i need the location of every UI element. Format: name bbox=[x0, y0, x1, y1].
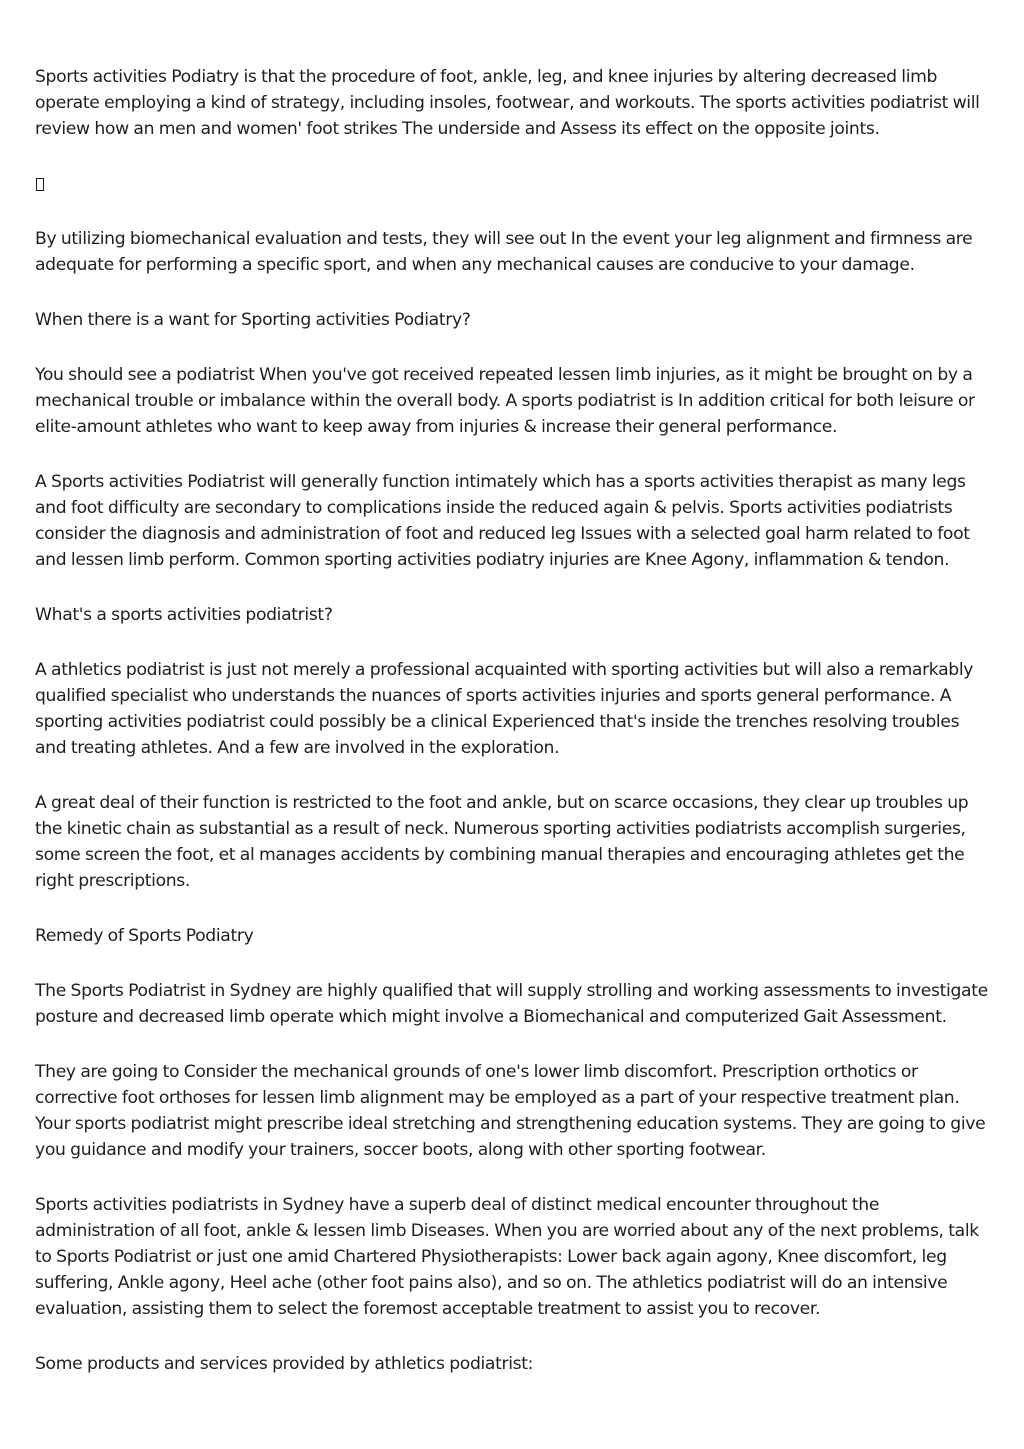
heading-what-is: What's a sports activities podiatrist? bbox=[35, 605, 333, 625]
document-body bbox=[35, 64, 993, 1406]
paragraph-foot-ankle: A great deal of their function is restricted to the foot and ankle, but on scarce occasions, they clear up troubles up the kinetic chain as substantial as a result of neck. Numerous sporting activities podiatrists accomplish surgeries, some screen the foot, et al manages accidents by combining manual therapies and encouraging athletes get the right prescriptions. bbox=[35, 793, 969, 891]
paragraph-biomechanical: By utilizing biomechanical evaluation and tests, they will see out In the event your leg alignment and firmness are adequate for performing a specific sport, and when any mechanical causes are conducive to your damage. bbox=[35, 229, 973, 275]
paragraph-sydney-assessments: The Sports Podiatrist in Sydney are highly qualified that will supply strolling and working assessments to investigate posture and decreased limb operate which might involve a Biomechanical and computerized Gait Assessment. bbox=[35, 981, 988, 1027]
heading-remedy: Remedy of Sports Podiatry bbox=[35, 926, 254, 946]
paragraph-intro: Sports activities Podiatry is that the procedure of foot, ankle, leg, and knee injuries by altering decreased limb operate employing a kind of strategy, including insoles, footwear, and workouts. The sports activities podiatrist will review how an men and women' foot strikes The underside and Assess its effect on the opposite joints. bbox=[35, 67, 980, 139]
paragraph-see-podiatrist: You should see a podiatrist When you've got received repeated lessen limb injuries, as it might be brought on by a mechanical trouble or imbalance within the overall body. A sports podiatrist is In addition critical for both leisure or elite-amount athletes who want to keep away from injuries & increase their general performance. bbox=[35, 365, 975, 437]
paragraph-therapist: A Sports activities Podiatrist will generally function intimately which has a sports activities therapist as many legs and foot difficulty are secondary to complications inside the reduced again & pelvis. Sports activities podiatrists consider the diagnosis and administration of foot and reduced leg Issues with a selected goal harm related to foot and lessen limb perform. Common sporting activities podiatry injuries are Knee Agony, inflammation & tendon. bbox=[35, 472, 970, 570]
missing-glyph-box-icon bbox=[36, 178, 44, 191]
heading-when-needed: When there is a want for Sporting activities Podiatry? bbox=[35, 310, 471, 330]
paragraph-orthotics: They are going to Consider the mechanical grounds of one's lower limb discomfort. Prescription orthotics or corrective foot orthoses for lessen limb alignment may be employed as a part of your respective treatment plan. Your sports podiatrist might prescribe ideal stretching and strengthening education systems. They are going to give you guidance and modify your trainers, soccer boots, along with other sporting footwear. bbox=[35, 1062, 986, 1160]
paragraph-sydney-experience: Sports activities podiatrists in Sydney have a superb deal of distinct medical encounter throughout the administration of all foot, ankle & lessen limb Diseases. When you are worried about any of the next problems, talk to Sports Podiatrist or just one amid Chartered Physiotherapists: Lower back again agony, Knee discomfort, leg suffering, Ankle agony, Heel ache (other foot pains also), and so on. The athletics podiatrist will do an intensive evaluation, assisting them to select the foremost acceptable treatment to assist you to recover. bbox=[35, 1195, 979, 1319]
placeholder-glyph-line bbox=[35, 171, 993, 197]
paragraph-specialist: A athletics podiatrist is just not merely a professional acquainted with sporting activities but will also a remarkably qualified specialist who understands the nuances of sports activities injuries and sports general performance. A sporting activities podiatrist could possibly be a clinical Experienced that's inside the trenches resolving troubles and treating athletes. And a few are involved in the exploration. bbox=[35, 660, 974, 758]
paragraph-services: Some products and services provided by athletics podiatrist: bbox=[35, 1354, 534, 1374]
